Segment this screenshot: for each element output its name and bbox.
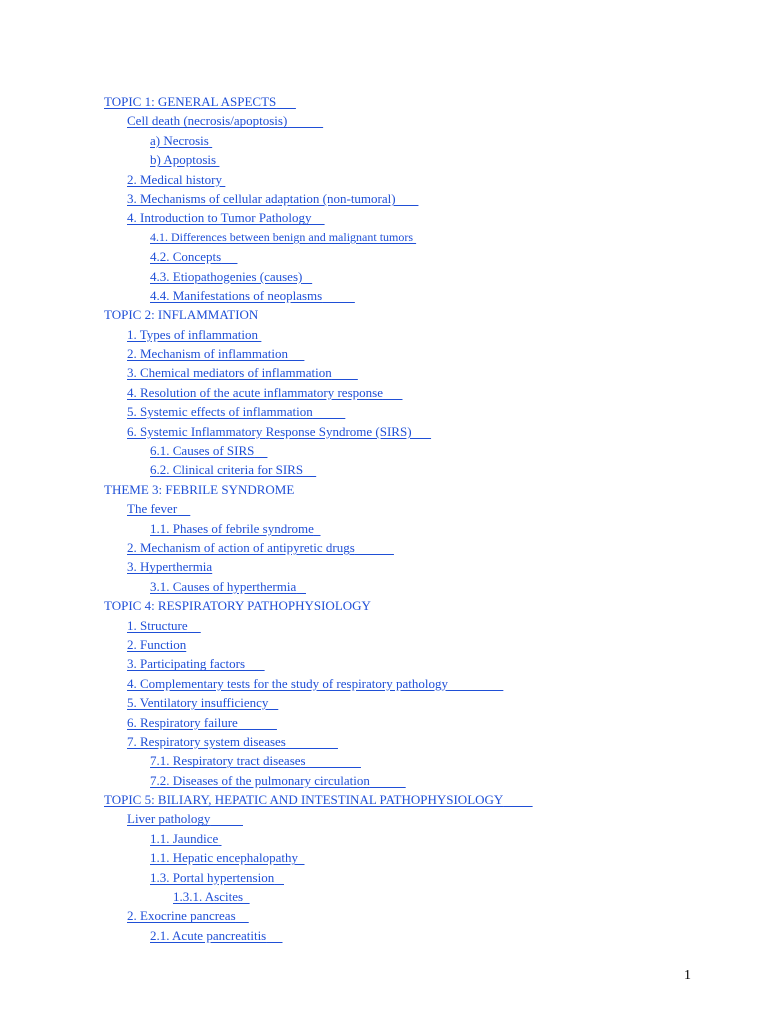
toc-link[interactable]: TOPIC 4: RESPIRATORY PATHOPHYSIOLOGY bbox=[104, 598, 371, 614]
toc-entry bbox=[0, 809, 768, 828]
toc-entry bbox=[0, 499, 768, 518]
toc-leader bbox=[287, 113, 323, 128]
toc-entry bbox=[0, 402, 768, 421]
toc-leader bbox=[218, 831, 221, 846]
toc-link[interactable]: 3. Chemical mediators of inflammation bbox=[127, 365, 358, 380]
toc-link[interactable]: b) Apoptosis bbox=[150, 152, 219, 167]
toc-entry bbox=[0, 713, 768, 732]
toc-entry bbox=[0, 267, 768, 286]
toc-link[interactable]: The fever bbox=[127, 501, 190, 516]
toc-entry bbox=[0, 577, 768, 596]
toc-link[interactable]: 2. Mechanism of inflammation bbox=[127, 346, 304, 361]
toc-leader bbox=[245, 656, 265, 671]
toc-leader bbox=[306, 753, 361, 768]
toc-link[interactable]: 1.1. Phases of febrile syndrome bbox=[150, 521, 320, 536]
toc-link[interactable]: 3. Hyperthermia bbox=[127, 559, 213, 575]
toc-leader bbox=[288, 346, 304, 361]
toc-entry bbox=[0, 228, 768, 247]
toc-entry bbox=[0, 557, 768, 576]
toc-entry bbox=[0, 771, 768, 790]
toc-leader bbox=[243, 889, 250, 904]
toc-leader bbox=[274, 870, 284, 885]
toc-link[interactable]: 1.1. Hepatic encephalopathy bbox=[150, 850, 305, 865]
toc-entry bbox=[0, 286, 768, 305]
toc-link[interactable]: 1.3. Portal hypertension bbox=[150, 870, 284, 885]
toc-entry bbox=[0, 383, 768, 402]
toc-link[interactable]: 1. Structure bbox=[127, 618, 201, 633]
toc-leader bbox=[314, 521, 321, 536]
toc-link[interactable]: 7.1. Respiratory tract diseases bbox=[150, 753, 361, 768]
toc-leader bbox=[412, 424, 432, 439]
toc-entry bbox=[0, 538, 768, 557]
toc-link[interactable]: 4.4. Manifestations of neoplasms bbox=[150, 288, 355, 303]
toc-entry bbox=[0, 654, 768, 673]
toc-topic-entry bbox=[0, 596, 768, 615]
toc-entry bbox=[0, 926, 768, 945]
toc-entry bbox=[0, 635, 768, 654]
toc-link[interactable]: 1.1. Jaundice bbox=[150, 831, 221, 846]
toc-leader bbox=[396, 191, 419, 206]
toc-entry bbox=[0, 829, 768, 848]
toc-leader bbox=[276, 94, 296, 109]
toc-leader bbox=[370, 773, 406, 788]
toc-link[interactable]: 4. Introduction to Tumor Pathology bbox=[127, 210, 325, 225]
toc-leader bbox=[503, 792, 532, 807]
toc-link[interactable]: a) Necrosis bbox=[150, 133, 212, 148]
toc-link[interactable]: 3. Participating factors bbox=[127, 656, 265, 671]
toc-link[interactable]: 4.2. Concepts bbox=[150, 249, 237, 264]
toc-leader bbox=[355, 540, 394, 555]
toc-link[interactable]: 6. Respiratory failure bbox=[127, 715, 277, 730]
toc-link[interactable]: TOPIC 1: GENERAL ASPECTS bbox=[104, 94, 296, 109]
toc-entry bbox=[0, 519, 768, 538]
toc-leader bbox=[303, 462, 316, 477]
toc-entry bbox=[0, 441, 768, 460]
toc-link[interactable]: 6.2. Clinical criteria for SIRS bbox=[150, 462, 316, 477]
toc-link[interactable]: 5. Ventilatory insufficiency bbox=[127, 695, 278, 710]
toc-entry bbox=[0, 460, 768, 479]
toc-link[interactable]: 4.3. Etiopathogenies (causes) bbox=[150, 269, 312, 284]
toc-leader bbox=[302, 269, 312, 284]
toc-leader bbox=[236, 908, 249, 923]
toc-leader bbox=[313, 404, 346, 419]
toc-topic-entry bbox=[0, 305, 768, 324]
toc-link[interactable]: 2. Exocrine pancreas bbox=[127, 908, 249, 923]
toc-leader bbox=[258, 327, 261, 342]
toc-entry bbox=[0, 170, 768, 189]
page-number: 1 bbox=[684, 968, 691, 983]
toc-entry bbox=[0, 422, 768, 441]
toc-link[interactable]: 7. Respiratory system diseases bbox=[127, 734, 338, 749]
toc-leader bbox=[322, 288, 355, 303]
toc-entry bbox=[0, 363, 768, 382]
toc-topic-entry bbox=[0, 480, 768, 499]
toc-leader bbox=[413, 230, 416, 244]
toc-link[interactable]: Cell death (necrosis/apoptosis) bbox=[127, 113, 323, 128]
toc-entry bbox=[0, 848, 768, 867]
toc-entry bbox=[0, 674, 768, 693]
toc-leader bbox=[448, 676, 503, 691]
toc-link[interactable]: 4.1. Differences between benign and malignant tumors bbox=[150, 230, 416, 244]
toc-topic-entry bbox=[0, 790, 768, 809]
toc-leader bbox=[332, 365, 358, 380]
toc-link[interactable]: 3.1. Causes of hyperthermia bbox=[150, 579, 306, 594]
toc-link[interactable]: 2. Medical history bbox=[127, 172, 225, 187]
toc-link[interactable]: 2. Mechanism of action of antipyretic drugs bbox=[127, 540, 394, 555]
toc-leader bbox=[188, 618, 201, 633]
toc-entry bbox=[0, 131, 768, 150]
toc-entry bbox=[0, 751, 768, 770]
toc-link[interactable]: 2. Function bbox=[127, 636, 187, 652]
toc-link[interactable]: 7.2. Diseases of the pulmonary circulation bbox=[150, 773, 406, 788]
toc-link[interactable]: TOPIC 2: INFLAMMATION bbox=[104, 307, 259, 323]
toc-leader bbox=[296, 579, 306, 594]
toc-leader bbox=[177, 501, 190, 516]
toc-leader bbox=[209, 133, 212, 148]
toc-link[interactable]: 6. Systemic Inflammatory Response Syndrome (SIRS) bbox=[127, 424, 431, 439]
toc-leader bbox=[312, 210, 325, 225]
toc-entry bbox=[0, 344, 768, 363]
toc-entry bbox=[0, 868, 768, 887]
toc-link[interactable]: Liver pathology bbox=[127, 811, 243, 826]
toc-entry bbox=[0, 208, 768, 227]
toc-leader bbox=[216, 152, 219, 167]
toc-link[interactable]: 2.1. Acute pancreatitis bbox=[150, 928, 283, 943]
toc-link[interactable]: 4. Resolution of the acute inflammatory response bbox=[127, 385, 402, 400]
toc-leader bbox=[266, 928, 282, 943]
toc-entry bbox=[0, 693, 768, 712]
toc-link[interactable]: 4. Complementary tests for the study of respiratory pathology bbox=[127, 676, 503, 691]
toc-entry bbox=[0, 111, 768, 130]
toc-link[interactable]: 1. Types of inflammation bbox=[127, 327, 261, 342]
toc-leader bbox=[238, 715, 277, 730]
toc-link[interactable]: TOPIC 5: BILIARY, HEPATIC AND INTESTINAL PATHOPHYSIOLOGY bbox=[104, 792, 533, 807]
toc-topic-entry bbox=[0, 92, 768, 111]
toc-entry bbox=[0, 150, 768, 169]
toc-link[interactable]: 5. Systemic effects of inflammation bbox=[127, 404, 345, 419]
toc-entry bbox=[0, 887, 768, 906]
toc-leader bbox=[222, 172, 225, 187]
toc-leader bbox=[221, 249, 237, 264]
toc-link[interactable]: 1.3.1. Ascites bbox=[173, 889, 250, 904]
toc-entry bbox=[0, 189, 768, 208]
toc-leader bbox=[254, 443, 267, 458]
toc-leader bbox=[383, 385, 403, 400]
toc-entry bbox=[0, 247, 768, 266]
toc-entry bbox=[0, 906, 768, 925]
toc-link[interactable]: 3. Mechanisms of cellular adaptation (non-tumoral) bbox=[127, 191, 418, 206]
table-of-contents bbox=[0, 92, 768, 945]
toc-leader bbox=[286, 734, 338, 749]
toc-entry bbox=[0, 732, 768, 751]
toc-entry bbox=[0, 325, 768, 344]
toc-leader bbox=[298, 850, 305, 865]
toc-link[interactable]: 6.1. Causes of SIRS bbox=[150, 443, 267, 458]
toc-link[interactable]: THEME 3: FEBRILE SYNDROME bbox=[104, 481, 295, 497]
toc-leader bbox=[210, 811, 243, 826]
toc-entry bbox=[0, 616, 768, 635]
toc-leader bbox=[268, 695, 278, 710]
